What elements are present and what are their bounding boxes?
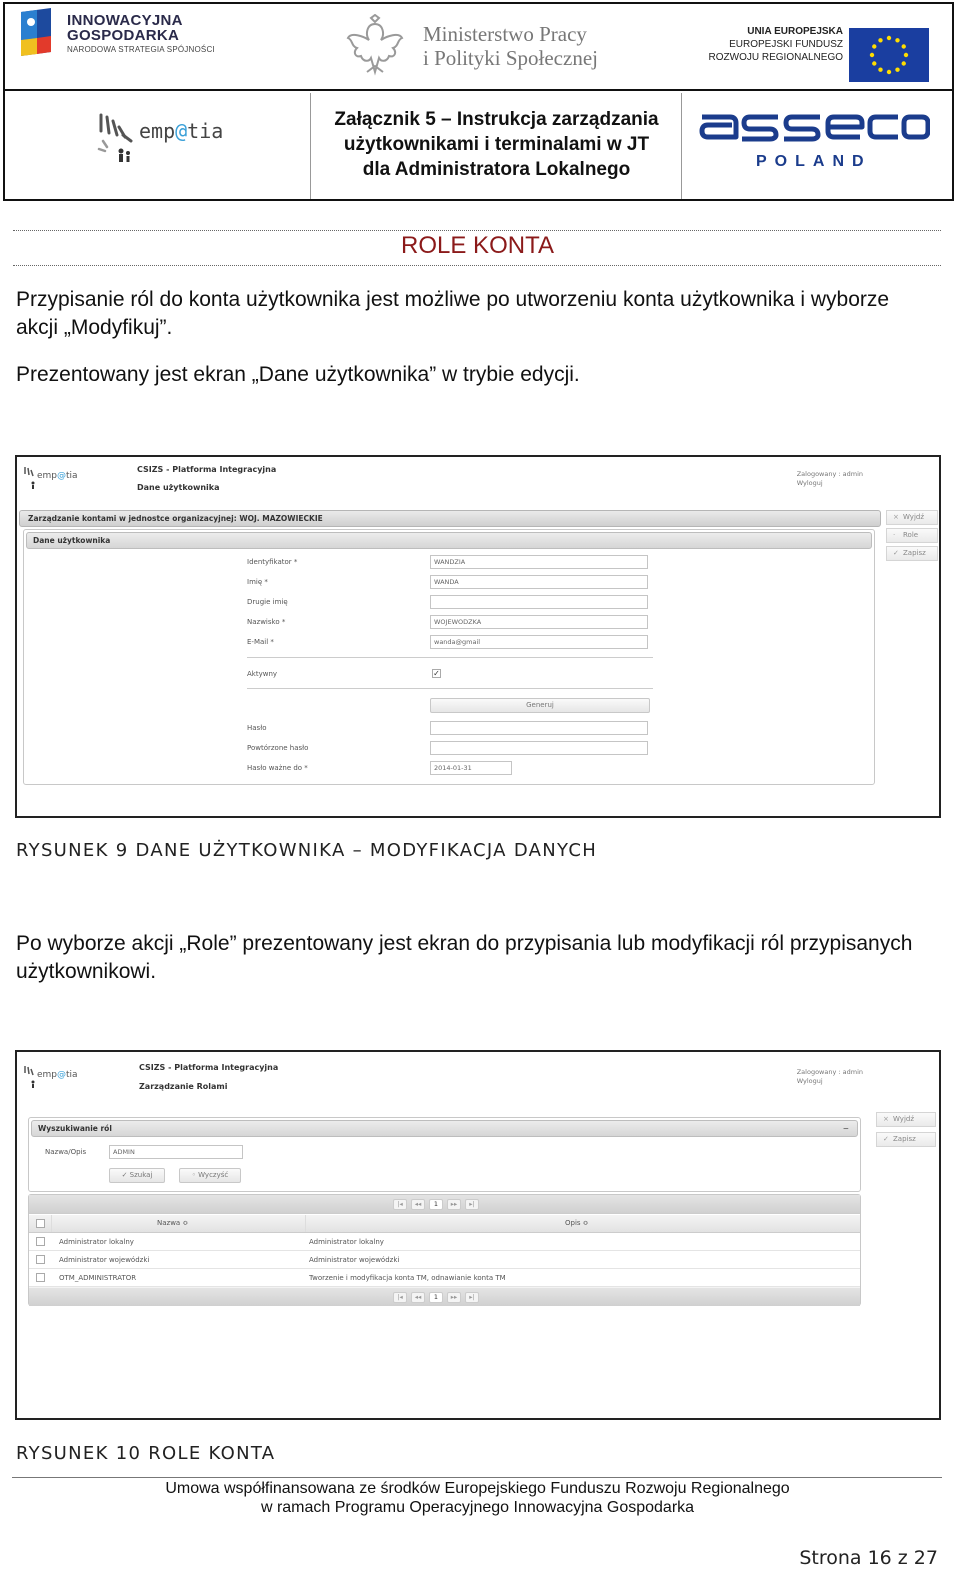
eu-star-icon xyxy=(904,53,908,57)
ig-logo-line1: INNOWACYJNA xyxy=(67,12,183,29)
eu-star-icon xyxy=(870,53,874,57)
collapse-icon[interactable]: − xyxy=(842,1124,849,1133)
eu-line3: ROZWOJU REGIONALNEGO xyxy=(708,52,843,63)
pager-first-button[interactable]: |◂ xyxy=(393,1199,407,1210)
generate-button[interactable]: Generuj xyxy=(430,698,650,713)
second-name-input[interactable] xyxy=(430,595,648,609)
field-label-surname: Nazwisko * xyxy=(247,618,286,626)
title-rule-bottom xyxy=(13,265,941,266)
eagle-emblem-icon xyxy=(345,14,405,78)
app-empatia-logo xyxy=(21,463,81,499)
role-desc: Tworzenie i modyfikacja konta TM, odnawianie konta TM xyxy=(309,1274,506,1282)
clear-icon: ◦ xyxy=(191,1171,199,1179)
save-button[interactable]: ✓ Zapisz xyxy=(876,1132,936,1147)
logged-user: Zalogowany : admin xyxy=(796,470,863,478)
user-data-panel xyxy=(23,529,875,785)
check-icon: ✓ xyxy=(893,549,899,557)
asseco-poland-text: POLAND xyxy=(756,153,872,170)
ministry-line2: i Polityki Społecznej xyxy=(423,46,598,70)
asseco-wordmark-icon xyxy=(698,109,930,143)
app-empatia-rays-icon xyxy=(23,1064,37,1090)
app-empatia-wordmark: emp@tia xyxy=(37,1070,78,1080)
clear-button[interactable]: ◦ Wyczyść xyxy=(179,1168,241,1183)
eu-star-icon xyxy=(878,38,882,42)
document-title xyxy=(311,107,682,182)
user-info xyxy=(797,470,863,488)
role-search-panel xyxy=(28,1117,861,1192)
role-desc: Administrator lokalny xyxy=(309,1238,384,1246)
ig-logo-line3: NARODOWA STRATEGIA SPÓJNOŚCI xyxy=(67,45,215,54)
column-divider xyxy=(305,1215,306,1232)
eu-star-icon xyxy=(902,44,906,48)
eu-line2: EUROPEJSKI FUNDUSZ xyxy=(729,39,843,50)
table-row[interactable] xyxy=(29,1251,860,1269)
app-header xyxy=(17,457,939,505)
field-label-id: Identyfikator * xyxy=(247,558,298,566)
roles-grid xyxy=(28,1194,861,1306)
password-repeat-label: Powtórzone hasło xyxy=(247,744,309,752)
eu-star-icon xyxy=(872,61,876,65)
save-button[interactable]: ✓ Zapisz xyxy=(886,546,938,561)
eu-star-icon xyxy=(872,44,876,48)
screen-title: Zarządzanie Rolami xyxy=(139,1082,228,1091)
password-valid-label: Hasło ważne do * xyxy=(247,764,308,772)
innowacyjna-gospodarka-logo xyxy=(17,8,217,64)
password-label: Hasło xyxy=(247,724,267,732)
exit-button[interactable]: × Wyjdź xyxy=(876,1112,936,1127)
eu-star-icon xyxy=(878,68,882,72)
column-divider xyxy=(51,1215,52,1232)
doc-title-line1: Załącznik 5 – Instrukcja zarządzania xyxy=(334,109,659,130)
select-all-checkbox[interactable] xyxy=(36,1219,45,1228)
ministry-logo xyxy=(345,14,645,80)
app-title: CSIZS - Platforma Integracyjna xyxy=(137,465,277,474)
first-name-input[interactable]: WANDA xyxy=(430,575,648,589)
paragraph-3: Po wyborze akcji „Role” prezentowany jest ekran do przypisania lub modyfikacji ról przypisanych użytkownikowi. xyxy=(16,932,913,983)
role-name: OTM_ADMINISTRATOR xyxy=(59,1274,137,1282)
empatia-wordmark: emp@tia xyxy=(139,119,224,143)
pager-last-button[interactable]: ▸| xyxy=(465,1199,479,1210)
grid-toolbar-bottom xyxy=(29,1288,860,1306)
logged-user: Zalogowany : admin xyxy=(796,1068,863,1076)
surname-input[interactable]: WOJEWODZKA xyxy=(430,615,648,629)
screen-title: Dane użytkownika xyxy=(137,483,220,492)
empatia-cell xyxy=(5,93,311,199)
password-input[interactable] xyxy=(430,721,648,735)
asseco-cell xyxy=(682,93,952,199)
panel-header: Dane użytkownika xyxy=(26,532,872,549)
role-desc: Administrator wojewódzki xyxy=(309,1256,400,1264)
check-icon: ✓ xyxy=(121,1171,130,1179)
figure9-screenshot xyxy=(15,455,941,818)
field-label-email: E-Mail * xyxy=(247,638,274,646)
app-header xyxy=(17,1052,939,1108)
column-name-header[interactable]: Nazwa ≎ xyxy=(157,1219,189,1227)
ig-flag-icon xyxy=(17,8,55,60)
id-input[interactable]: WANDZIA xyxy=(430,555,648,569)
column-desc-header[interactable]: Opis ≎ xyxy=(565,1219,589,1227)
footer-line2: w ramach Programu Operacyjnego Innowacyjna Gospodarka xyxy=(260,1499,695,1516)
grid-header-rule xyxy=(29,1213,860,1214)
close-icon: × xyxy=(883,1115,889,1123)
app-empatia-wordmark: emp@tia xyxy=(37,471,78,481)
pager-page-input[interactable]: 1 xyxy=(429,1199,443,1210)
logout-link[interactable]: Wyloguj xyxy=(796,479,823,487)
check-icon: ✓ xyxy=(883,1135,889,1143)
doc-title-line2: użytkownikami i terminalami w JT xyxy=(343,134,650,155)
roles-icon: · xyxy=(893,531,896,539)
user-info xyxy=(797,1068,863,1086)
section-title: ROLE KONTA xyxy=(401,232,554,259)
eu-star-icon xyxy=(895,68,899,72)
pager-next-button[interactable]: ▸▸ xyxy=(447,1199,461,1210)
pager-next-button[interactable]: ▸▸ xyxy=(447,1292,461,1303)
active-checkbox[interactable]: ✓ xyxy=(433,669,440,678)
pager-prev-button[interactable]: ◂◂ xyxy=(411,1199,425,1210)
app-empatia-logo xyxy=(21,1062,81,1098)
row-checkbox[interactable] xyxy=(36,1273,45,1282)
eu-star-icon xyxy=(887,70,891,74)
search-input[interactable]: ADMIN xyxy=(109,1145,243,1159)
row-checkbox[interactable] xyxy=(36,1255,45,1264)
unit-bar: Zarządzanie kontami w jednostce organizacyjnej: WOJ. MAZOWIECKIE xyxy=(19,510,881,527)
app-empatia-rays-icon xyxy=(23,465,37,491)
field-label-second-name: Drugie imię xyxy=(247,598,288,606)
eu-star-icon xyxy=(895,38,899,42)
pager-page-input[interactable]: 1 xyxy=(429,1292,443,1303)
email-input[interactable]: wanda@gmail xyxy=(430,635,648,649)
pager-top xyxy=(393,1197,479,1211)
table-row[interactable] xyxy=(29,1269,860,1287)
empatia-logo xyxy=(95,107,235,167)
table-row[interactable] xyxy=(29,1233,860,1251)
empatia-rays-icon xyxy=(95,111,135,167)
header-title-row xyxy=(5,93,952,199)
pager-first-button[interactable]: |◂ xyxy=(393,1292,407,1303)
doc-title-cell xyxy=(311,93,682,199)
exit-button[interactable]: × Wyjdź xyxy=(886,510,938,525)
grid-toolbar-top xyxy=(29,1195,860,1213)
role-name: Administrator lokalny xyxy=(59,1238,134,1246)
pager-last-button[interactable]: ▸| xyxy=(465,1292,479,1303)
eu-star-icon xyxy=(887,36,891,40)
search-label: Nazwa/Opis xyxy=(45,1148,87,1156)
search-button[interactable]: ✓ Szukaj xyxy=(109,1168,165,1183)
footer-line1: Umowa współfinansowana ze środków Europejskiego Funduszu Rozwoju Regionalnego xyxy=(165,1480,790,1497)
separator xyxy=(247,688,653,689)
separator xyxy=(247,657,653,658)
pager-bottom xyxy=(393,1290,479,1304)
pager-prev-button[interactable]: ◂◂ xyxy=(411,1292,425,1303)
paragraph-1: Przypisanie ról do konta użytkownika jest możliwe po utworzeniu konta użytkownika i wyborze akcji „Modyfikuj”. xyxy=(16,288,890,339)
active-label: Aktywny xyxy=(247,670,278,678)
footer-rule xyxy=(12,1477,942,1478)
document-header xyxy=(3,2,954,201)
password-repeat-input[interactable] xyxy=(430,741,648,755)
page-number: Strona 16 z 27 xyxy=(799,1547,938,1569)
row-checkbox[interactable] xyxy=(36,1237,45,1246)
asseco-logo xyxy=(698,105,938,170)
search-panel-header: Wyszukiwanie ról − xyxy=(31,1120,858,1137)
figure10-caption: RYSUNEK 10 ROLE KONTA xyxy=(16,1443,276,1464)
logout-link[interactable]: Wyloguj xyxy=(796,1077,823,1085)
ministry-line1: Ministerstwo Pracy xyxy=(423,22,587,46)
grid-header xyxy=(29,1215,860,1233)
field-label-first-name: Imię * xyxy=(247,578,268,586)
roles-button[interactable]: · Role xyxy=(886,528,938,543)
role-name: Administrator wojewódzki xyxy=(59,1256,150,1264)
title-rule-top xyxy=(13,230,941,231)
password-valid-input[interactable]: 2014-01-31 xyxy=(430,761,512,775)
figure10-screenshot xyxy=(15,1050,941,1420)
eu-line1: UNIA EUROPEJSKA xyxy=(747,26,843,37)
eu-flag-icon xyxy=(849,28,929,82)
figure9-caption: RYSUNEK 9 DANE UŻYTKOWNIKA – MODYFIKACJA DANYCH xyxy=(16,840,598,861)
ig-logo-line2: GOSPODARKA xyxy=(67,27,180,44)
header-logo-row xyxy=(5,4,952,91)
eu-logo xyxy=(703,20,935,76)
app-title: CSIZS - Platforma Integracyjna xyxy=(139,1063,279,1072)
close-icon: × xyxy=(893,513,899,521)
doc-title-line3: dla Administratora Lokalnego xyxy=(362,159,631,180)
eu-star-icon xyxy=(902,61,906,65)
paragraph-2: Prezentowany jest ekran „Dane użytkownika” w trybie edycji. xyxy=(16,363,580,386)
